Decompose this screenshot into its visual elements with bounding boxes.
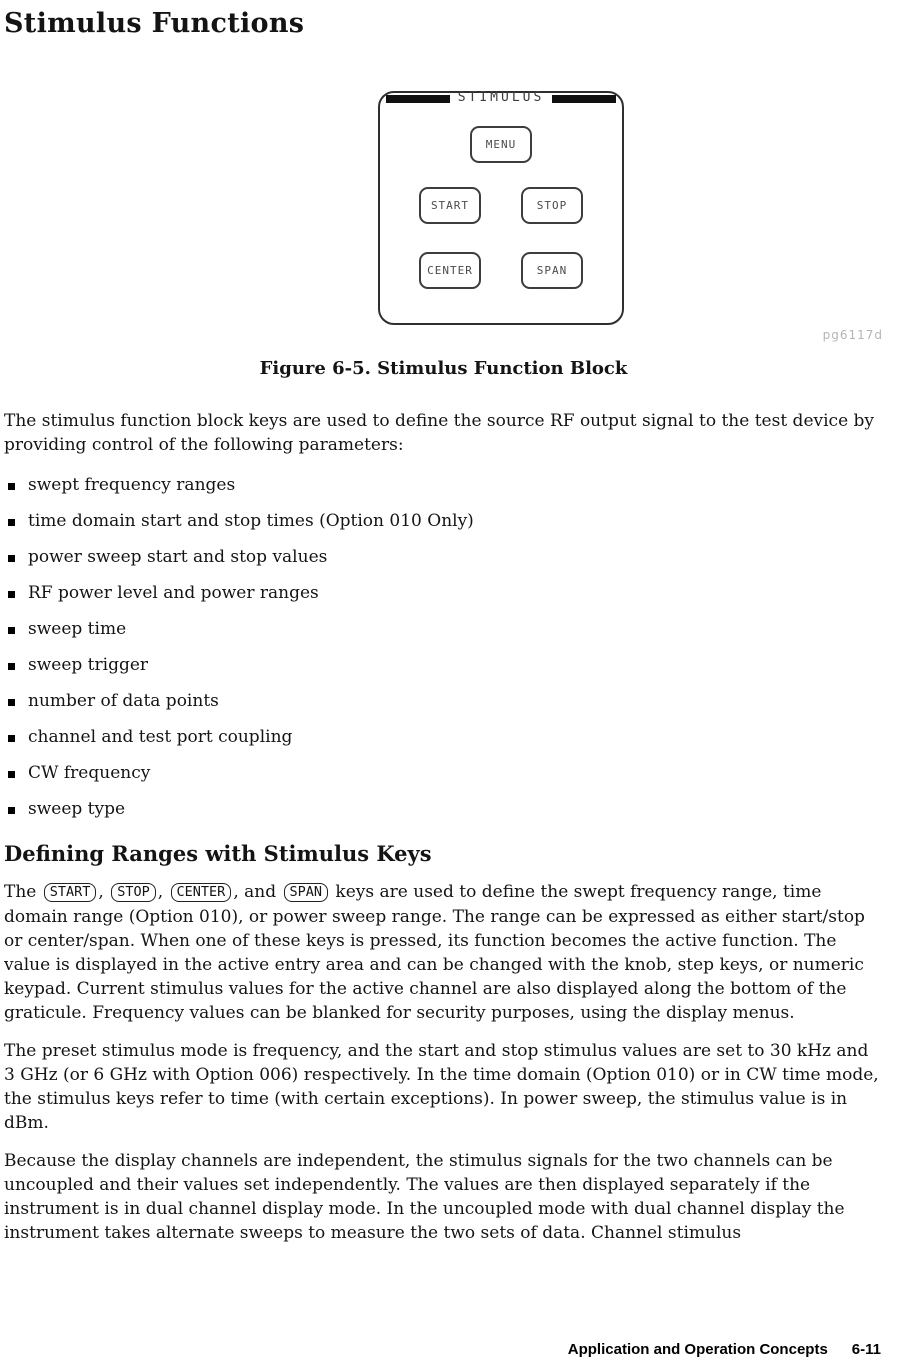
list-item-label: CW frequency [28,763,151,783]
header-bar-left [386,95,450,103]
bullet-square-icon [8,483,15,490]
bullet-square-icon [8,555,15,562]
center-key: CENTER [419,252,481,289]
bullet-square-icon [8,591,15,598]
list-item [4,617,883,641]
bullet-square-icon [8,699,15,706]
text-segment: , and [233,882,282,902]
list-item [4,545,883,569]
page-title: Stimulus Functions [4,8,305,39]
menu-key: MENU [470,126,532,163]
preset-mode-paragraph: The preset stimulus mode is frequency, and the start and stop stimulus values are set to 30 kHz and 3 GHz (or 6 GHz with Option 006) respectively. In the time domain (Option 010) or in CW time mode, the stimulus keys refer to time (with certain exceptions). In power sweep, the stimulus value is in dBm. [4,1041,879,1133]
channels-paragraph: Because the display channels are independent, the stimulus signals for the two channels can be uncoupled and their values set independently. The values are then displayed separately if the instrument is in dual channel display mode. In the uncoupled mode with dual channel display the instrument takes alternate sweeps to measure the two sets of data. Channel stimulus [4,1151,845,1243]
list-item-label: RF power level and power ranges [28,583,319,603]
list-item [4,581,883,605]
stimulus-function-block [378,91,624,325]
page-number: 6-11 [851,1341,881,1358]
list-item-label: power sweep start and stop values [28,547,328,567]
figure-caption: Figure 6-5. Stimulus Function Block [259,358,628,379]
list-item [4,689,883,713]
stimulus-keys-paragraph [4,880,883,1025]
start-stop-row [380,187,622,224]
list-item-label: number of data points [28,691,219,711]
panel-header [386,91,616,106]
list-item [4,653,883,677]
text-segment: The [4,882,42,902]
list-item-label: channel and test port coupling [28,727,293,747]
page-footer [568,1341,881,1358]
text-segment: keys are used to define the swept frequency range, time domain range (Option 010), or power sweep range. The range can be expressed as either start/stop or center/span. When one of these keys is pressed, its function becomes the active function. The value is displayed in the active entry area and can be changed with the knob, step keys, or numeric keypad. Current stimulus values for the active channel are also displayed along the bottom of the graticule. Frequency values can be blanked for security purposes, using the display menus. [4,882,865,1023]
bullet-square-icon [8,663,15,670]
list-item-label: sweep time [28,619,127,639]
span-key: SPAN [521,252,583,289]
footer-title: Application and Operation Concepts [567,1341,828,1358]
list-item [4,509,883,533]
list-item [4,761,883,785]
center-keycap: CENTER [171,883,232,902]
header-bar-right [552,95,616,103]
list-item-label: time domain start and stop times (Option 010 Only) [28,511,474,531]
list-item-label: sweep trigger [28,655,149,675]
bullet-square-icon [8,807,15,814]
parameter-list [4,473,883,821]
list-item [4,797,883,821]
stop-keycap: STOP [111,883,156,902]
text-segment: , [98,882,110,902]
bullet-square-icon [8,627,15,634]
section-heading: Defining Ranges with Stimulus Keys [4,841,432,866]
bullet-square-icon [8,519,15,526]
figure-6-5 [4,91,883,379]
panel-title: STIMULUS [457,90,545,105]
center-span-row [380,252,622,289]
start-key: START [419,187,481,224]
span-keycap: SPAN [284,883,329,902]
list-item-label: swept frequency ranges [28,475,236,495]
start-keycap: START [44,883,97,902]
list-item [4,725,883,749]
bullet-square-icon [8,735,15,742]
intro-paragraph: The stimulus function block keys are used to define the source RF output signal to the test device by providing control of the following parameters: [4,411,875,455]
text-segment: , [157,882,169,902]
stop-key: STOP [521,187,583,224]
plot-id: pg6117d [822,328,883,342]
list-item [4,473,883,497]
bullet-square-icon [8,771,15,778]
menu-row [380,126,622,163]
list-item-label: sweep type [28,799,126,819]
